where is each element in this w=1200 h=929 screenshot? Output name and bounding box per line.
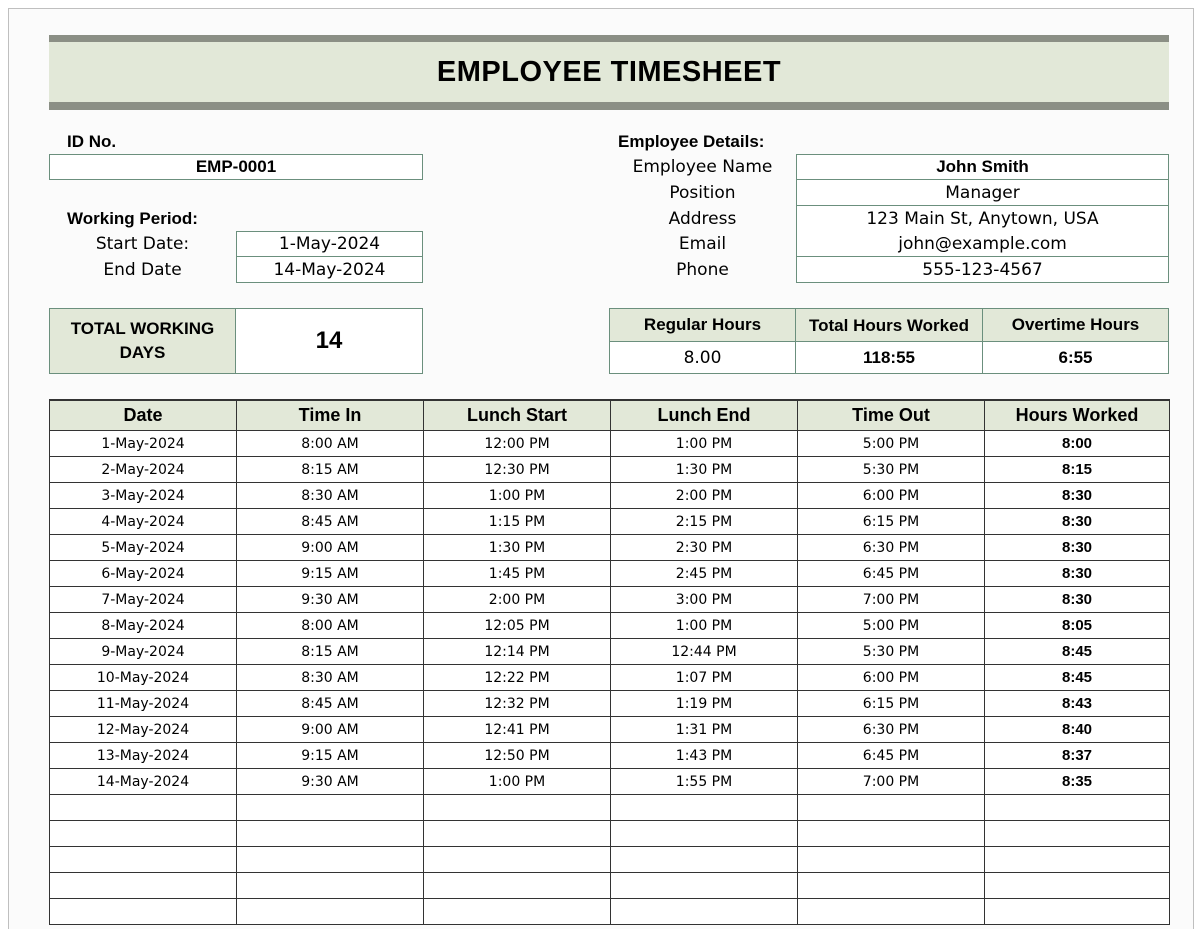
cell-hours-worked[interactable]: 8:43 <box>985 691 1170 717</box>
cell-time-out[interactable]: 6:45 PM <box>798 743 985 769</box>
cell-hours-worked[interactable]: 8:30 <box>985 535 1170 561</box>
empty-cell-lunch-end[interactable] <box>611 899 798 925</box>
cell-time-in[interactable]: 9:15 AM <box>237 561 424 587</box>
timesheet-table <box>49 399 1170 925</box>
cell-hours-worked[interactable]: 8:30 <box>985 509 1170 535</box>
cell-date[interactable]: 7-May-2024 <box>50 587 237 613</box>
cell-date[interactable]: 4-May-2024 <box>50 509 237 535</box>
empty-cell-lunch-end[interactable] <box>611 873 798 899</box>
cell-hours-worked[interactable]: 8:30 <box>985 561 1170 587</box>
cell-hours-worked[interactable]: 8:40 <box>985 717 1170 743</box>
cell-hours-worked[interactable]: 8:37 <box>985 743 1170 769</box>
empty-cell-hours-worked[interactable] <box>985 899 1170 925</box>
empty-table-row <box>50 847 1170 873</box>
cell-lunch-start[interactable]: 12:32 PM <box>424 691 611 717</box>
total-working-days-value: 14 <box>236 308 423 374</box>
cell-date[interactable]: 12-May-2024 <box>50 717 237 743</box>
cell-time-in[interactable]: 9:30 AM <box>237 769 424 795</box>
title-bottom-bar <box>49 102 1169 110</box>
cell-lunch-start[interactable]: 1:30 PM <box>424 535 611 561</box>
cell-time-in[interactable]: 9:00 AM <box>237 535 424 561</box>
cell-lunch-start[interactable]: 12:14 PM <box>424 639 611 665</box>
table-row <box>50 639 1170 665</box>
cell-hours-worked[interactable]: 8:45 <box>985 665 1170 691</box>
cell-time-out[interactable]: 6:30 PM <box>798 535 985 561</box>
cell-lunch-end[interactable]: 2:15 PM <box>611 509 798 535</box>
empty-cell-time-out[interactable] <box>798 899 985 925</box>
empty-cell-hours-worked[interactable] <box>985 873 1170 899</box>
id-label: ID No. <box>67 132 117 151</box>
end-date-label: End Date <box>103 260 182 280</box>
cell-time-in[interactable]: 8:30 AM <box>237 665 424 691</box>
cell-time-in[interactable]: 8:15 AM <box>237 457 424 483</box>
cell-date[interactable]: 6-May-2024 <box>50 561 237 587</box>
empty-cell-time-in[interactable] <box>237 873 424 899</box>
cell-time-out[interactable]: 6:45 PM <box>798 561 985 587</box>
empty-cell-date[interactable] <box>50 795 237 821</box>
empty-cell-time-out[interactable] <box>798 821 985 847</box>
table-row <box>50 769 1170 795</box>
employee-name-label: Employee Name <box>632 157 773 177</box>
title-top-bar <box>49 35 1169 42</box>
cell-lunch-end[interactable]: 2:30 PM <box>611 535 798 561</box>
table-row <box>50 717 1170 743</box>
cell-lunch-end[interactable]: 1:07 PM <box>611 665 798 691</box>
cell-lunch-start[interactable]: 12:41 PM <box>424 717 611 743</box>
cell-date[interactable]: 13-May-2024 <box>50 743 237 769</box>
cell-time-out[interactable]: 5:00 PM <box>798 613 985 639</box>
cell-time-in[interactable]: 8:00 AM <box>237 613 424 639</box>
table-row <box>50 691 1170 717</box>
cell-time-out[interactable]: 5:30 PM <box>798 639 985 665</box>
table-row <box>50 613 1170 639</box>
empty-cell-lunch-end[interactable] <box>611 795 798 821</box>
empty-cell-time-out[interactable] <box>798 873 985 899</box>
column-header-time-out: Time Out <box>798 400 985 431</box>
cell-date[interactable]: 8-May-2024 <box>50 613 237 639</box>
empty-cell-lunch-start[interactable] <box>424 899 611 925</box>
cell-time-in[interactable]: 8:30 AM <box>237 483 424 509</box>
employee-details-label: Employee Details: <box>618 132 765 151</box>
table-row <box>50 509 1170 535</box>
cell-lunch-end[interactable]: 1:00 PM <box>611 431 798 457</box>
table-row <box>50 743 1170 769</box>
cell-time-in[interactable]: 8:45 AM <box>237 509 424 535</box>
column-header-time-in: Time In <box>237 400 424 431</box>
cell-lunch-start[interactable]: 1:00 PM <box>424 483 611 509</box>
cell-lunch-end[interactable]: 12:44 PM <box>611 639 798 665</box>
cell-lunch-start[interactable]: 12:22 PM <box>424 665 611 691</box>
cell-time-in[interactable]: 9:30 AM <box>237 587 424 613</box>
column-header-date: Date <box>50 400 237 431</box>
cell-date[interactable]: 2-May-2024 <box>50 457 237 483</box>
cell-lunch-start[interactable]: 2:00 PM <box>424 587 611 613</box>
table-row <box>50 665 1170 691</box>
cell-date[interactable]: 10-May-2024 <box>50 665 237 691</box>
empty-table-row <box>50 795 1170 821</box>
cell-hours-worked[interactable]: 8:30 <box>985 483 1170 509</box>
working-period-label: Working Period: <box>67 209 198 228</box>
table-body <box>50 431 1170 925</box>
timesheet-page <box>8 8 1194 929</box>
cell-lunch-start[interactable]: 1:00 PM <box>424 769 611 795</box>
column-header-lunch-end: Lunch End <box>611 400 798 431</box>
phone-label: Phone <box>676 260 729 280</box>
empty-cell-date[interactable] <box>50 899 237 925</box>
cell-time-in[interactable]: 9:15 AM <box>237 743 424 769</box>
cell-time-out[interactable]: 6:00 PM <box>798 483 985 509</box>
email-field[interactable]: john@example.com <box>796 231 1169 257</box>
cell-lunch-end[interactable]: 3:00 PM <box>611 587 798 613</box>
table-row <box>50 535 1170 561</box>
cell-time-in[interactable]: 8:15 AM <box>237 639 424 665</box>
total-working-days-label: TOTAL WORKING DAYS <box>49 308 236 374</box>
empty-cell-time-in[interactable] <box>237 821 424 847</box>
cell-time-out[interactable]: 6:00 PM <box>798 665 985 691</box>
column-header-hours-worked: Hours Worked <box>985 400 1170 431</box>
cell-hours-worked[interactable]: 8:35 <box>985 769 1170 795</box>
table-row <box>50 561 1170 587</box>
cell-lunch-end[interactable]: 1:30 PM <box>611 457 798 483</box>
cell-lunch-end[interactable]: 1:19 PM <box>611 691 798 717</box>
cell-time-out[interactable]: 6:15 PM <box>798 509 985 535</box>
cell-hours-worked[interactable]: 8:05 <box>985 613 1170 639</box>
cell-date[interactable]: 9-May-2024 <box>50 639 237 665</box>
empty-cell-lunch-start[interactable] <box>424 795 611 821</box>
cell-hours-worked[interactable]: 8:00 <box>985 431 1170 457</box>
address-field[interactable]: 123 Main St, Anytown, USA <box>796 206 1169 232</box>
empty-table-row <box>50 873 1170 899</box>
cell-time-out[interactable]: 7:00 PM <box>798 587 985 613</box>
empty-cell-time-out[interactable] <box>798 847 985 873</box>
empty-cell-lunch-end[interactable] <box>611 821 798 847</box>
table-row <box>50 457 1170 483</box>
empty-cell-lunch-start[interactable] <box>424 873 611 899</box>
total-hours-value: 118:55 <box>796 342 983 374</box>
end-date-field[interactable]: 14-May-2024 <box>236 257 423 283</box>
overtime-hours-label: Overtime Hours <box>983 308 1169 342</box>
cell-lunch-end[interactable]: 2:45 PM <box>611 561 798 587</box>
cell-lunch-end[interactable]: 2:00 PM <box>611 483 798 509</box>
cell-date[interactable]: 5-May-2024 <box>50 535 237 561</box>
total-hours-label: Total Hours Worked <box>796 308 983 342</box>
cell-lunch-end[interactable]: 1:43 PM <box>611 743 798 769</box>
table-header-row <box>50 400 1170 431</box>
empty-cell-time-in[interactable] <box>237 847 424 873</box>
table-row <box>50 431 1170 457</box>
empty-table-row <box>50 899 1170 925</box>
cell-lunch-end[interactable]: 1:00 PM <box>611 613 798 639</box>
position-label: Position <box>669 183 736 203</box>
cell-time-out[interactable]: 7:00 PM <box>798 769 985 795</box>
address-label: Address <box>668 209 737 229</box>
cell-time-out[interactable]: 6:15 PM <box>798 691 985 717</box>
cell-date[interactable]: 11-May-2024 <box>50 691 237 717</box>
cell-date[interactable]: 1-May-2024 <box>50 431 237 457</box>
cell-lunch-end[interactable]: 1:55 PM <box>611 769 798 795</box>
cell-date[interactable]: 3-May-2024 <box>50 483 237 509</box>
email-label: Email <box>678 234 727 254</box>
cell-lunch-start[interactable]: 12:05 PM <box>424 613 611 639</box>
regular-hours-label: Regular Hours <box>609 308 796 342</box>
empty-cell-hours-worked[interactable] <box>985 821 1170 847</box>
cell-lunch-start[interactable]: 12:00 PM <box>424 431 611 457</box>
cell-hours-worked[interactable]: 8:15 <box>985 457 1170 483</box>
empty-cell-date[interactable] <box>50 821 237 847</box>
empty-cell-time-in[interactable] <box>237 795 424 821</box>
cell-lunch-end[interactable]: 1:31 PM <box>611 717 798 743</box>
cell-date[interactable]: 14-May-2024 <box>50 769 237 795</box>
cell-time-out[interactable]: 6:30 PM <box>798 717 985 743</box>
cell-hours-worked[interactable]: 8:45 <box>985 639 1170 665</box>
empty-cell-time-out[interactable] <box>798 795 985 821</box>
cell-lunch-start[interactable]: 12:50 PM <box>424 743 611 769</box>
table-row <box>50 587 1170 613</box>
cell-time-in[interactable]: 8:00 AM <box>237 431 424 457</box>
empty-table-row <box>50 821 1170 847</box>
page-title: EMPLOYEE TIMESHEET <box>436 55 782 88</box>
empty-cell-time-in[interactable] <box>237 899 424 925</box>
empty-cell-lunch-end[interactable] <box>611 847 798 873</box>
empty-cell-lunch-start[interactable] <box>424 847 611 873</box>
cell-time-in[interactable]: 9:00 AM <box>237 717 424 743</box>
empty-cell-date[interactable] <box>50 873 237 899</box>
cell-lunch-start[interactable]: 1:15 PM <box>424 509 611 535</box>
phone-field[interactable]: 555-123-4567 <box>796 257 1169 283</box>
cell-time-out[interactable]: 5:30 PM <box>798 457 985 483</box>
position-field[interactable]: Manager <box>796 180 1169 206</box>
start-date-field[interactable]: 1-May-2024 <box>236 231 423 257</box>
overtime-hours-value: 6:55 <box>983 342 1169 374</box>
empty-cell-date[interactable] <box>50 847 237 873</box>
empty-cell-hours-worked[interactable] <box>985 847 1170 873</box>
cell-time-in[interactable]: 8:45 AM <box>237 691 424 717</box>
empty-cell-hours-worked[interactable] <box>985 795 1170 821</box>
employee-name-field[interactable]: John Smith <box>796 154 1169 180</box>
start-date-label: Start Date: <box>95 234 190 254</box>
id-value[interactable]: EMP-0001 <box>49 154 423 180</box>
cell-time-out[interactable]: 5:00 PM <box>798 431 985 457</box>
regular-hours-value: 8.00 <box>609 342 796 374</box>
cell-hours-worked[interactable]: 8:30 <box>985 587 1170 613</box>
column-header-lunch-start: Lunch Start <box>424 400 611 431</box>
table-row <box>50 483 1170 509</box>
cell-lunch-start[interactable]: 1:45 PM <box>424 561 611 587</box>
empty-cell-lunch-start[interactable] <box>424 821 611 847</box>
cell-lunch-start[interactable]: 12:30 PM <box>424 457 611 483</box>
